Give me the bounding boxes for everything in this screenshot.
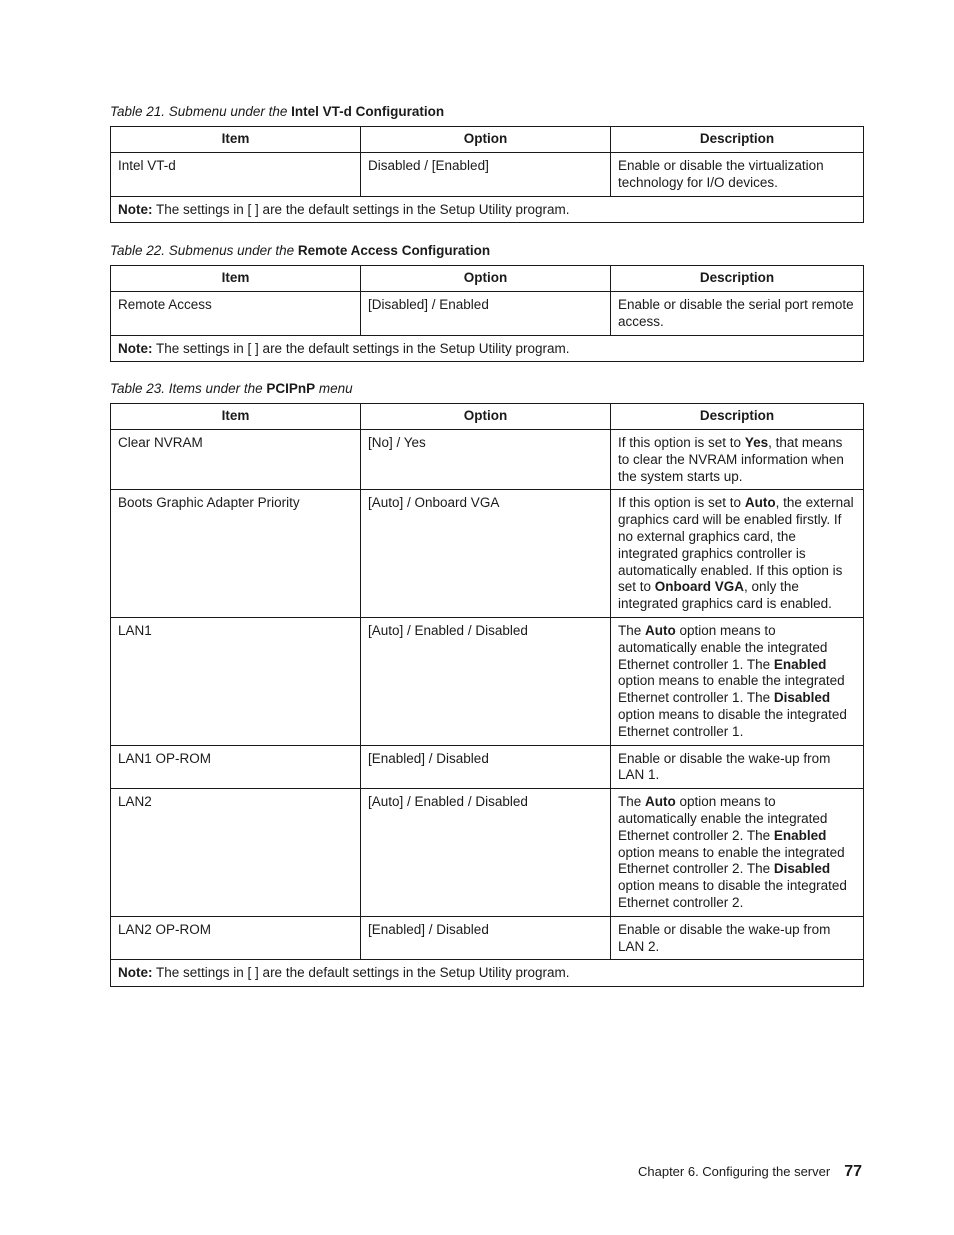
note-row [111, 196, 864, 223]
page-footer [638, 1163, 862, 1181]
cell-item: LAN2 OP-ROM [111, 916, 361, 960]
cell-item: Remote Access [111, 292, 361, 336]
header-item: Item [111, 266, 361, 292]
cell-item: Intel VT-d [111, 153, 361, 197]
header-item: Item [111, 404, 361, 430]
table-header-row [111, 404, 864, 430]
note-cell [111, 335, 864, 362]
table-row [111, 430, 864, 490]
note-cell [111, 960, 864, 987]
cell-item: LAN1 [111, 617, 361, 745]
note-text: The settings in [ ] are the default settings in the Setup Utility program. [152, 340, 570, 356]
note-label: Note: [118, 201, 153, 217]
table-21-caption: Table 21. Submenu under the Intel VT-d Configuration [110, 104, 445, 119]
cell-option: [Auto] / Enabled / Disabled [361, 617, 611, 745]
header-description: Description [611, 266, 864, 292]
header-option: Option [361, 266, 611, 292]
page-number: 77 [844, 1163, 862, 1180]
table-row [111, 617, 864, 745]
cell-description: Enable or disable the virtualization technology for I/O devices. [611, 153, 864, 197]
header-description: Description [611, 404, 864, 430]
cell-description: If this option is set to Auto, the external graphics card will be enabled firstly. If no external graphics card, the integrated graphics controller is automatically enabled. If this option is set to Onboard VGA, only the integrated graphics card is enabled. [611, 490, 864, 618]
cell-description: The Auto option means to automatically enable the integrated Ethernet controller 2. The Enabled option means to enable the integrated Ethernet controller 2. The Disabled option means to disable the integrated Ethernet controller 2. [611, 789, 864, 917]
bold-term: Disabled [773, 861, 831, 877]
cell-item: LAN1 OP-ROM [111, 745, 361, 789]
bold-term: Enabled [773, 827, 827, 843]
cell-item: LAN2 [111, 789, 361, 917]
note-row [111, 335, 864, 362]
cell-description: Enable or disable the wake-up from LAN 2. [611, 916, 864, 960]
cell-description: If this option is set to Yes, that means to clear the NVRAM information when the system starts up. [611, 430, 864, 490]
table-row [111, 490, 864, 618]
note-row [111, 960, 864, 987]
cell-option: [Auto] / Enabled / Disabled [361, 789, 611, 917]
table-22-caption: Table 22. Submenus under the Remote Access Configuration [110, 243, 491, 258]
bold-term: Auto [744, 495, 776, 511]
header-description: Description [611, 127, 864, 153]
cell-option: [Enabled] / Disabled [361, 745, 611, 789]
note-label: Note: [118, 340, 153, 356]
cell-description: The Auto option means to automatically enable the integrated Ethernet controller 1. The Enabled option means to enable the integrated Ethernet controller 1. The Disabled option means to disable the integrated Ethernet controller 1. [611, 617, 864, 745]
bold-term: Yes [744, 435, 769, 450]
table-row [111, 745, 864, 789]
header-item: Item [111, 127, 361, 153]
bold-term: Disabled [773, 690, 831, 706]
bold-term: Onboard VGA [654, 579, 745, 595]
cell-option: Disabled / [Enabled] [361, 153, 611, 197]
cell-description: Enable or disable the serial port remote access. [611, 292, 864, 336]
chapter-title: Chapter 6. Configuring the server [637, 1164, 831, 1179]
note-text: The settings in [ ] are the default settings in the Setup Utility program. [152, 965, 570, 981]
table-row [111, 153, 864, 197]
table-header-row [111, 127, 864, 153]
cell-option: [Disabled] / Enabled [361, 292, 611, 336]
table-23-caption: Table 23. Items under the PCIPnP menu [110, 381, 353, 396]
bold-term: Auto [645, 622, 676, 638]
note-text: The settings in [ ] are the default settings in the Setup Utility program. [152, 201, 570, 217]
header-option: Option [361, 127, 611, 153]
bold-term: Auto [645, 794, 676, 810]
note-label: Note: [118, 965, 153, 981]
bold-term: Enabled [773, 656, 827, 672]
note-cell [111, 196, 864, 223]
table-row [111, 916, 864, 960]
table-21 [110, 126, 864, 223]
cell-item: Boots Graphic Adapter Priority [111, 490, 361, 618]
table-header-row [111, 266, 864, 292]
table-row [111, 789, 864, 917]
cell-item: Clear NVRAM [111, 430, 361, 490]
cell-description: Enable or disable the wake-up from LAN 1. [611, 745, 864, 789]
cell-option: [Auto] / Onboard VGA [361, 490, 611, 618]
table-22 [110, 265, 864, 362]
table-23 [110, 403, 864, 987]
cell-option: [No] / Yes [361, 430, 611, 490]
header-option: Option [361, 404, 611, 430]
cell-option: [Enabled] / Disabled [361, 916, 611, 960]
table-row [111, 292, 864, 336]
